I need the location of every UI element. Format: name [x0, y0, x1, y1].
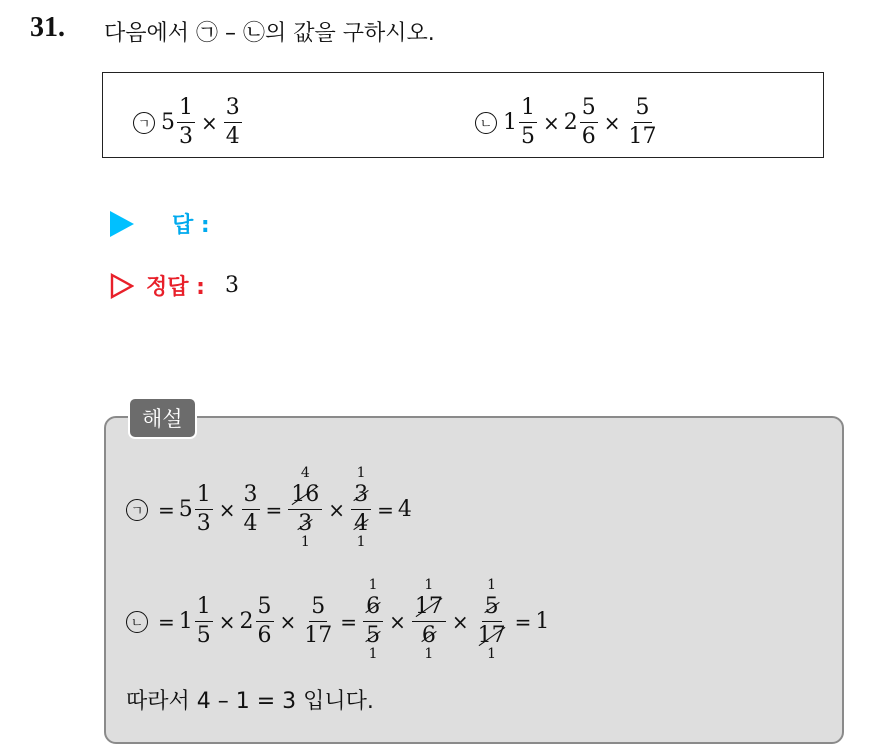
times-sign: × [328, 497, 346, 522]
expression-b [475, 97, 661, 148]
marker-a: ㄱ [126, 499, 148, 521]
fraction: $\frac{5}{6}$ [257, 594, 272, 648]
answer-label: 답 : [172, 213, 210, 238]
correct-answer-row [110, 270, 239, 301]
equals-sign: = [158, 497, 175, 522]
fraction: $\frac{5}{17}$ [628, 95, 657, 149]
times-sign: × [218, 609, 236, 634]
times-sign: × [389, 609, 406, 634]
result-value: 4 [397, 497, 412, 522]
result-value: 1 [535, 609, 550, 634]
solution-panel [104, 416, 844, 744]
fraction: $\frac{1}{5}$ [521, 95, 535, 149]
fraction: $\frac{3}{4}$ [243, 482, 258, 536]
question-text: 다음에서 ㉠ – ㉡의 값을 구하시오. [104, 21, 435, 46]
fraction: $\frac{1}{5}$ [196, 594, 211, 648]
answer-row [110, 208, 210, 239]
whole-number: 2 [563, 110, 578, 135]
times-sign: × [543, 110, 560, 135]
equals-sign: = [340, 609, 358, 634]
fraction: $\frac{1}{3}$ [179, 95, 193, 149]
marker-b: ㄴ [126, 611, 148, 633]
question-number: 31. [30, 12, 65, 43]
cancelled-fraction: 1 3 4 1 [351, 466, 371, 553]
equals-sign: = [265, 497, 283, 522]
marker-b: ㄴ [475, 112, 497, 134]
fraction: $\frac{5}{6}$ [581, 95, 596, 149]
correct-answer-label: 정답 : [146, 275, 205, 300]
correct-answer-value: 3 [224, 273, 239, 298]
cancelled-fraction: 4 16 3 1 [288, 466, 322, 553]
solution-tag: 해설 [128, 397, 197, 439]
solution-line-a [126, 466, 412, 553]
times-sign: × [201, 110, 218, 135]
marker-a: ㄱ [133, 112, 155, 134]
solution-line-b [126, 578, 549, 665]
problem-box [102, 72, 824, 158]
expression-a [133, 97, 244, 148]
times-sign: × [451, 609, 469, 634]
times-sign: × [218, 497, 236, 522]
whole-number: 5 [178, 497, 193, 522]
times-sign: × [603, 110, 621, 135]
triangle-outline-icon [110, 273, 134, 299]
solution-conclusion: 따라서 4 – 1 = 3 입니다. [126, 689, 374, 714]
cancelled-fraction: 1 17 6 1 [412, 578, 446, 665]
fraction: $\frac{3}{4}$ [225, 95, 240, 149]
equals-sign: = [158, 609, 175, 634]
whole-number: 5 [161, 110, 175, 135]
whole-number: 1 [178, 609, 193, 634]
equals-sign: = [514, 609, 532, 634]
whole-number: 1 [503, 110, 517, 135]
triangle-play-icon [110, 211, 134, 237]
whole-number: 2 [239, 609, 254, 634]
cancelled-fraction: 1 6 5 1 [363, 578, 383, 665]
cancelled-fraction: 1 5 17 1 [477, 577, 506, 662]
fraction: $\frac{1}{3}$ [196, 482, 211, 536]
times-sign: × [279, 609, 297, 634]
equals-sign: = [377, 497, 394, 522]
fraction: $\frac{5}{17}$ [304, 594, 333, 648]
